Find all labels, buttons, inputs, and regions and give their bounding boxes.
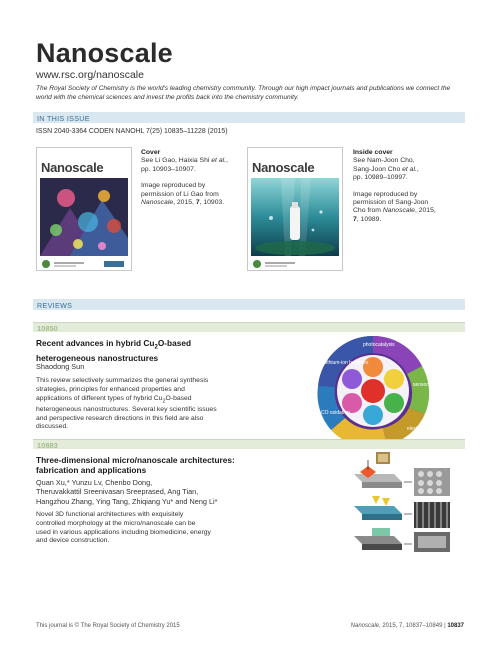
inside-cover-credit-line2: permission of Sang-Joon [353, 199, 429, 207]
cover-pages[interactable]: pp. 10903–10907. [141, 165, 196, 173]
abstract-line: and perspective research directions in this field are also [36, 414, 204, 422]
article-title-line2: fabrication and applications [36, 465, 147, 475]
article-title-line1a: Recent advances in hybrid Cu [36, 338, 155, 348]
article-title-line2: heterogeneous nanostructures [36, 352, 159, 363]
abstract-line: O-based [165, 394, 192, 402]
cover-credit-year: , 2015, [173, 199, 196, 207]
inside-cover-journal-name: Nanoscale [252, 160, 315, 175]
article-authors [36, 362, 84, 371]
toc-ring-label: sensors [413, 382, 431, 388]
article-authors [36, 478, 217, 506]
inside-cover-caption [353, 149, 453, 224]
article-title-sub: 2 [154, 344, 158, 351]
cover-journal-name: Nanoscale [41, 160, 104, 175]
article-title-line1b: O-based [157, 338, 192, 348]
issn-line: ISSN 2040-3364 CODEN NANOHL 7(25) 10835–11228 (2015) [36, 128, 228, 135]
inside-cover-etal: et al. [402, 165, 417, 173]
cover-credit-page: , 10903. [199, 199, 225, 207]
article-page-bar [33, 323, 465, 332]
article-abstract [36, 377, 217, 432]
abstract-line: Novel 3D functional architectures with exquisitely [36, 511, 184, 518]
article-title[interactable] [36, 455, 235, 475]
abstract-line: discussed. [36, 423, 69, 431]
abstract-line: used in various applications including biomedicine, energy [36, 528, 211, 536]
abstract-line: controlled morphology at the micro/nanoscale can be [36, 519, 196, 527]
inside-cover-thumbnail[interactable] [247, 147, 343, 271]
toc-ring-label: CO oxidation [321, 410, 350, 416]
inside-cover-authors-line2: Sang-Joon Cho [353, 165, 403, 173]
inside-cover-credit-line1: Image reproduced by [353, 190, 418, 198]
article-abstract [36, 511, 211, 546]
cover-comma: , [226, 157, 228, 165]
inside-cover-authors-line1: See Nam-Joon Cho, [353, 157, 415, 165]
inside-cover-credit-page: , 10989. [356, 215, 382, 223]
footer-volume: , 2015, 7, 10837–10849 | [379, 623, 448, 629]
abstract-sub: 2 [162, 397, 166, 404]
toc-graphic-cu2o[interactable] [303, 334, 443, 448]
in-this-issue-bar [33, 112, 465, 123]
abstract-line: and device construction. [36, 537, 110, 545]
cover-heading: Cover [141, 149, 161, 156]
reviews-bar [33, 299, 465, 310]
article-title[interactable] [36, 338, 191, 363]
inside-cover-artwork [251, 178, 339, 256]
footer-citation [351, 623, 464, 629]
inside-cover-heading: Inside cover [353, 149, 393, 156]
cover-credit-line2: permission of Li Gao from [141, 190, 219, 198]
toc-graphic-3d-architectures[interactable] [284, 452, 454, 554]
toc-ring-label: electrocatalysis [407, 426, 442, 432]
inside-cover-comma: , [416, 165, 419, 173]
cover-etal: et al. [211, 157, 227, 165]
cover-credit-journal: Nanoscale [141, 199, 174, 207]
abstract-line: heterogeneous nanostructures. Several key scientific issues [36, 405, 217, 413]
footer-copyright: This journal is © The Royal Society of Chemistry 2015 [36, 623, 180, 629]
inside-cover-footer-logos [251, 258, 339, 270]
article-author-line: Theruvakkattil Sreenivasan Sreeprased, Ang Tian, [36, 487, 199, 497]
reviews-label: REVIEWS [37, 300, 73, 310]
article-title-line1: Three-dimensional micro/nanoscale architectures: [36, 455, 235, 465]
article-page-bar [33, 440, 465, 449]
journal-title: Nanoscale [36, 38, 173, 68]
abstract-line: applications of different types of hybrid Cu [36, 394, 163, 402]
footer-page-number: 10837 [447, 623, 464, 629]
toc-ring-label: photocatalysis [363, 342, 395, 348]
cover-authors: See Li Gao, Haixia Shi [141, 157, 212, 165]
front-cover-thumbnail[interactable] [36, 147, 132, 271]
toc-ring-label: lithium-ion batteries [325, 360, 369, 366]
article-author-line: Shaodong Sun [36, 362, 85, 371]
abstract-line: strategies, principles for enhanced properties and [36, 385, 185, 393]
article-author-line: Hangzhou Zhang, Ying Tang, Zhiqiang Yu* and Neng Li* [36, 496, 218, 506]
article-page-number[interactable]: 10850 [37, 323, 58, 333]
inside-cover-pages[interactable]: pp. 10989–10997. [353, 174, 408, 182]
inside-cover-credit-journal: Nanoscale [382, 207, 415, 215]
journal-url[interactable]: www.rsc.org/nanoscale [36, 69, 144, 81]
article-page-number[interactable]: 10883 [37, 440, 58, 450]
cover-credit-line1: Image reproduced by [141, 182, 206, 190]
cover-artwork [40, 178, 128, 256]
inside-cover-credit-year: , 2015, [414, 207, 436, 215]
inside-cover-credit-pre: Cho from [353, 207, 383, 215]
cover-caption [141, 149, 236, 207]
inside-cover-credit-volume: 7 [353, 215, 357, 223]
article-author-line: Quan Xu,* Yunzu Lv, Chenbo Dong, [36, 478, 153, 487]
cover-credit-volume: 7 [195, 199, 200, 207]
in-this-issue-label: IN THIS ISSUE [37, 113, 90, 123]
intro-text: The Royal Society of Chemistry is the world's leading chemistry community. Through our high impact journals and publications we connect the world with the chemical sciences and invest the profits back into the chemistry community. [36, 85, 451, 101]
cover-footer-logos [40, 258, 128, 270]
footer-journal: Nanoscale [350, 623, 380, 629]
abstract-line: This review selectively summarizes the general synthesis [36, 377, 209, 384]
